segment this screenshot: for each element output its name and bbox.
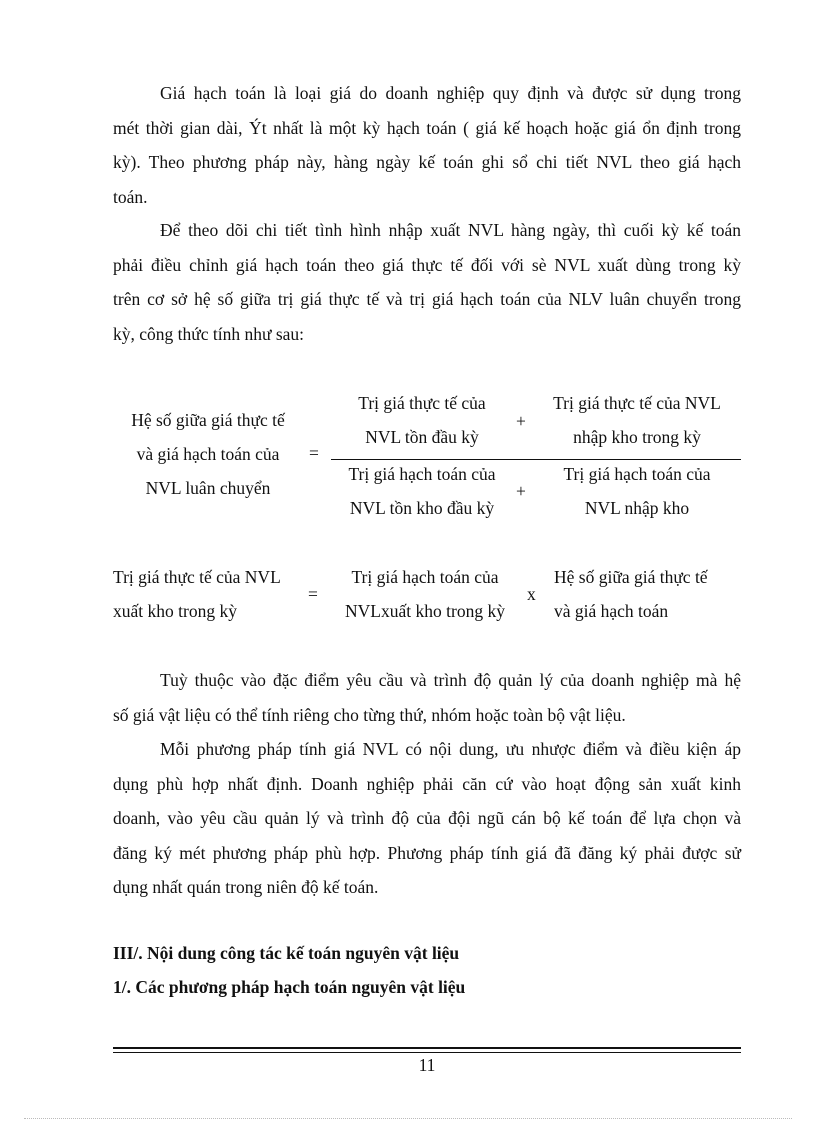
subsection-heading: 1/. Các phương pháp hạch toán nguyên vật liệu — [113, 977, 466, 997]
formula-text-line: NVL tồn kho đầu kỳ — [349, 498, 495, 518]
formula1-equals: = — [309, 443, 319, 463]
paragraph-line: đăng ký mét phương pháp phù hợp. Phương pháp tính giá đã đăng ký phải được sử — [113, 842, 741, 863]
paragraph-line: Để theo dõi chi tiết tình hình nhập xuất NVL hàng ngày, thì cuối kỳ kế toán — [160, 220, 741, 240]
formula1-denominator-a — [332, 457, 512, 525]
paragraph-line: phải điều chỉnh giá hạch toán theo giá thực tế đối với sè NVL xuất dùng trong kỳ — [113, 254, 741, 275]
footer-divider — [113, 1047, 741, 1049]
formula2-rhs — [554, 560, 708, 628]
paragraph-line: Tuỳ thuộc vào đặc điểm yêu cầu và trình độ quản lý của doanh nghiệp mà hệ — [160, 670, 741, 690]
formula1-lhs-line: và giá hạch toán của — [136, 444, 280, 464]
formula-text-line: NVL tồn đầu kỳ — [365, 427, 479, 447]
section-heading: III/. Nội dung công tác kế toán nguyên vật liệu — [113, 943, 460, 963]
formula-text-line: Hệ số giữa giá thực tế — [554, 567, 708, 587]
formula-text-line: Trị giá thực tế của — [358, 393, 486, 413]
formula-text-line: NVL nhập kho — [584, 498, 690, 518]
formula-text-line: Trị giá hạch toán của — [351, 567, 499, 587]
formula-text-line: nhập kho trong kỳ — [573, 427, 701, 447]
formula1-denominator-plus: + — [516, 481, 526, 501]
paragraph-line: dụng nhất quán trong niên độ kế toán. — [113, 877, 379, 897]
formula1-lhs-line: NVL luân chuyển — [145, 478, 271, 498]
page-edge-divider — [24, 1118, 792, 1119]
paragraph-line: Giá hạch toán là loại giá do doanh nghiệp quy định và được sử dụng trong — [160, 83, 741, 103]
formula-text-line: NVLxuất kho trong kỳ — [345, 601, 505, 621]
paragraph-line: dụng phù hợp nhất định. Doanh nghiệp phải căn cứ vào hoạt động sản xuất kinh — [113, 773, 741, 794]
formula2-equals: = — [308, 584, 318, 604]
paragraph-2 — [113, 213, 741, 351]
paragraph-line: kỳ, công thức tính như sau: — [113, 323, 305, 344]
formula-text-line: và giá hạch toán — [554, 601, 669, 621]
formula2-lhs — [113, 560, 281, 628]
formula1-lhs — [108, 403, 308, 505]
page-number: 11 — [418, 1055, 436, 1075]
paragraph-line: trên cơ sở hệ số giữa trị giá thực tế và trị giá hạch toán của NLV luân chuyển trong — [113, 289, 741, 309]
formula-text-line: Trị giá thực tế của NVL — [113, 567, 281, 587]
paragraph-line: doanh, vào yêu cầu quản lý và trình độ của đội ngũ cán bộ kế toán để lựa chọn và — [113, 808, 741, 828]
paragraph-1 — [113, 76, 741, 214]
formula2-middle — [330, 560, 520, 628]
formula-text-line: Trị giá hạch toán của — [563, 464, 711, 484]
formula1-numerator-b — [538, 386, 736, 454]
formula-text-line: Trị giá hạch toán của — [348, 464, 496, 484]
formula1-lhs-line: Hệ số giữa giá thực tế — [131, 410, 285, 430]
formula2-times: x — [527, 584, 536, 604]
paragraph-line: toán. — [113, 186, 148, 207]
formula1-denominator-b — [538, 457, 736, 525]
paragraph-line: Mỗi phương pháp tính giá NVL có nội dung, ưu nhược điểm và điều kiện áp — [160, 739, 741, 759]
formula1-numerator-plus: + — [516, 411, 526, 431]
formula1-numerator-a — [332, 386, 512, 454]
formula-text-line: xuất kho trong kỳ — [113, 601, 237, 621]
paragraph-line: mét thời gian dài, Ýt nhất là một kỳ hạch toán ( giá kế hoạch hoặc giá ổn định trong — [113, 117, 741, 138]
footer-divider — [113, 1052, 741, 1053]
paragraph-4 — [113, 732, 741, 905]
paragraph-line: số giá vật liệu có thể tính riêng cho từng thứ, nhóm hoặc toàn bộ vật liệu. — [113, 704, 626, 725]
paragraph-3 — [113, 663, 741, 732]
paragraph-line: kỳ). Theo phương pháp này, hàng ngày kế toán ghi sổ chi tiết NVL theo giá hạch — [113, 152, 741, 172]
formula-text-line: Trị giá thực tế của NVL — [553, 393, 721, 413]
